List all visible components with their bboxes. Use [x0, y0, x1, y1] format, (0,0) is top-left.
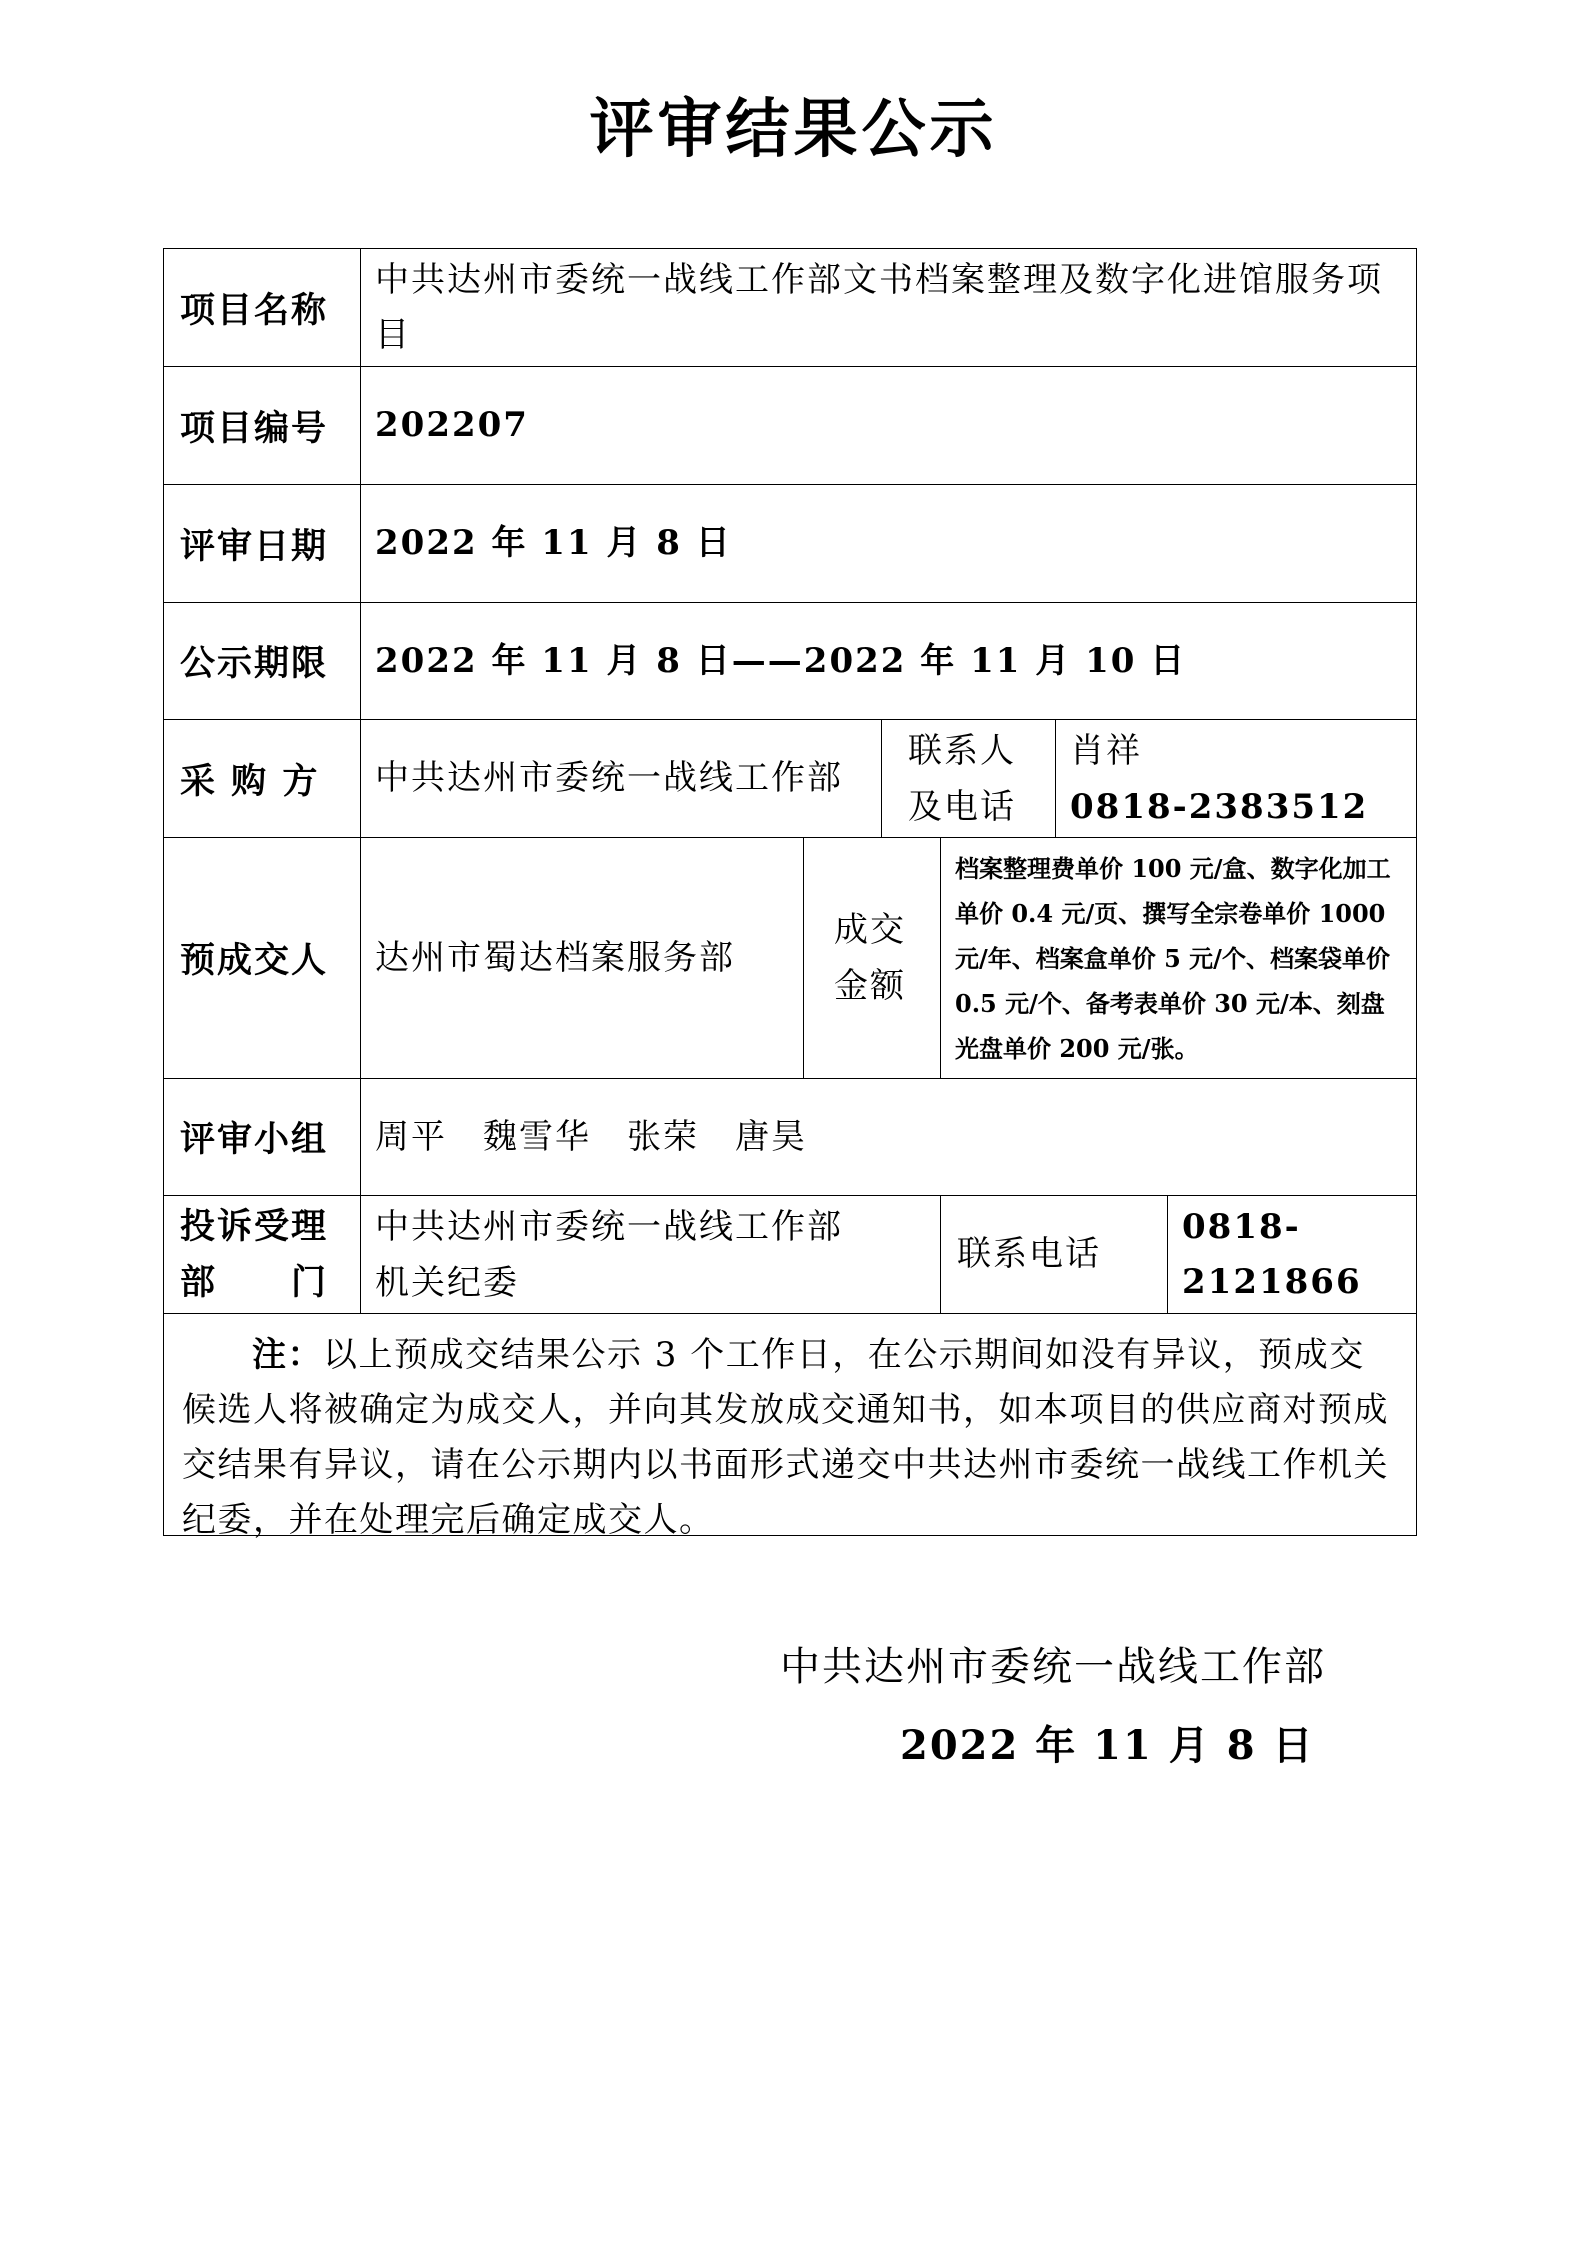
- signature-date: 2022 年 11 月 8 日: [900, 1722, 1315, 1769]
- row-project-no: [164, 366, 1416, 484]
- project-name-label: 项目名称: [180, 290, 329, 331]
- complaint-phone-value: 0818-2121866: [1182, 1206, 1362, 1302]
- document-title: 评审结果公示: [589, 93, 998, 167]
- row-winner: [164, 837, 1416, 1078]
- row-notice-period: [164, 602, 1416, 719]
- complaint-label: 投诉受理 部 门: [180, 1206, 329, 1303]
- row-review-date: [164, 484, 1416, 602]
- signature-org: 中共达州市委统一战线工作部: [780, 1644, 1326, 1690]
- row-purchaser: [164, 719, 1416, 837]
- row-project-name: [164, 249, 1416, 366]
- project-no-value: 202207: [375, 405, 529, 445]
- review-date-value: 2022 年 11 月 8 日: [375, 523, 732, 563]
- note-body: 以上预成交结果公示 3 个工作日，在公示期间如没有异议，预成交候选人将被确定为成交人，并向其发放成交通知书，如本项目的供应商对预成交结果有异议，请在公示期内以书面形式递交中共达州市委统一战线工作机关纪委，并在处理完后确定成交人。: [182, 1335, 1389, 1540]
- winner-value: 达州市蜀达档案服务部: [375, 937, 735, 978]
- complaint-phone-label: 联系电话: [957, 1234, 1101, 1274]
- row-review-panel: [164, 1078, 1416, 1195]
- complaint-dept-value: 中共达州市委统一战线工作部 机关纪委: [375, 1206, 843, 1303]
- purchaser-value: 中共达州市委统一战线工作部: [375, 758, 843, 798]
- contact-value: [1056, 723, 1380, 835]
- purchaser-label: 采 购 方: [180, 761, 320, 802]
- winner-label: 预成交人: [180, 941, 329, 981]
- notice-table: [163, 248, 1417, 1540]
- contact-phone: 0818-2383512: [1070, 786, 1369, 827]
- project-name-value: 中共达州市委统一战线工作部文书档案整理及数字化进馆服务项目: [375, 259, 1383, 355]
- note-text: [164, 1314, 1416, 1540]
- contact-label: 联系人 及电话: [908, 730, 1016, 827]
- project-no-label: 项目编号: [180, 408, 329, 449]
- notice-period-label: 公示期限: [180, 644, 329, 684]
- notice-period-value: 2022 年 11 月 8 日——2022 年 11 月 10 日: [375, 640, 1187, 681]
- amount-label: 成交 金额: [834, 910, 906, 1006]
- row-note: [164, 1313, 1416, 1540]
- row-complaint: [164, 1195, 1416, 1313]
- amount-value: 档案整理费单价 100 元/盒、数字化加工单价 0.4 元/页、撰写全宗卷单价 1000 元/年、档案盒单价 5 元/个、档案袋单价 0.5 元/个、备考表单价 30 元/本、刻盘光盘单价 200 元/张。: [955, 853, 1391, 1063]
- review-panel-label: 评审小组: [180, 1120, 329, 1160]
- note-prefix: 注：: [252, 1335, 323, 1375]
- contact-name: 肖祥: [1070, 730, 1142, 771]
- review-panel-value: 周平 魏雪华 张荣 唐昊: [375, 1116, 807, 1157]
- review-date-label: 评审日期: [180, 526, 329, 567]
